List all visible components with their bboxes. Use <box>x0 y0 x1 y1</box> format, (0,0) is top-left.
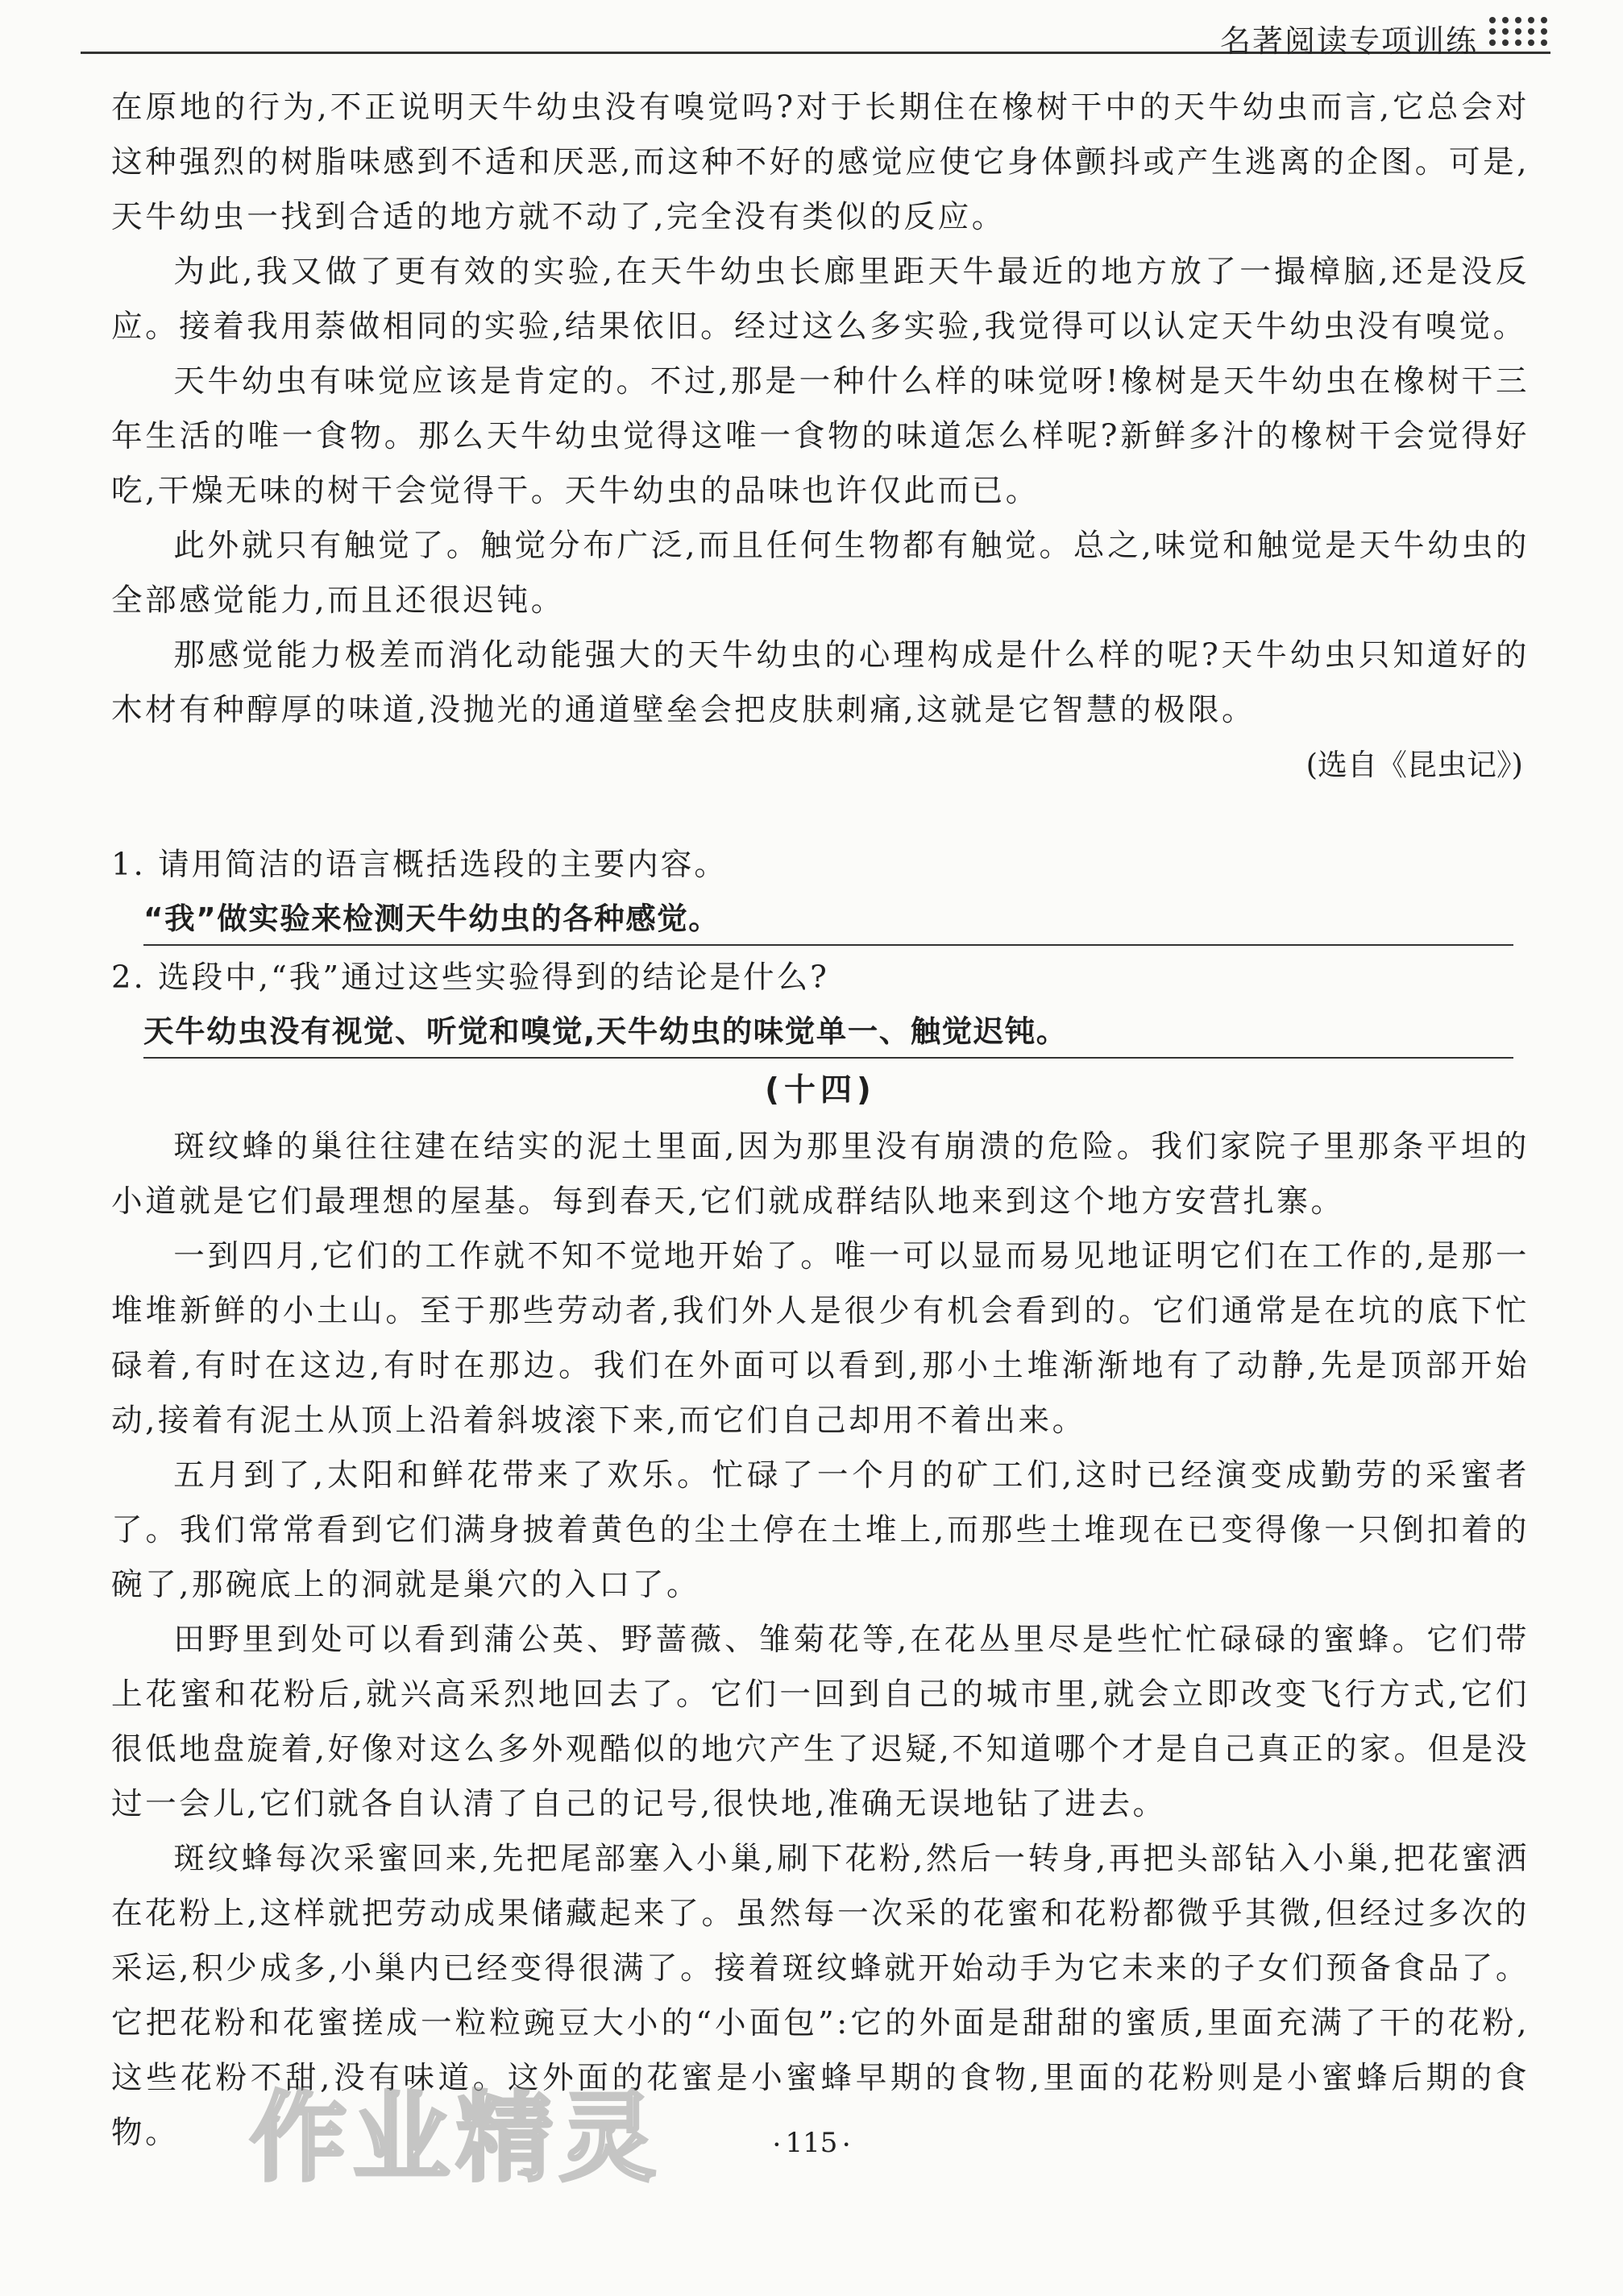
questions-section <box>111 838 1521 1059</box>
passage-continuation <box>111 81 1530 793</box>
source-citation: (选自《昆虫记》) <box>1305 748 1523 782</box>
paragraph: 天牛幼虫有味觉应该是肯定的。不过,那是一种什么样的味觉呀!橡树是天牛幼虫在橡树干三年生活的唯一食物。那么天牛幼虫觉得这唯一食物的味道怎么样呢?新鲜多汁的橡树干会觉得好吃,干燥无味的树干会觉得干。天牛幼虫的品味也许仅此而已。 <box>111 363 1530 509</box>
section-14 <box>111 1062 1530 2161</box>
question-1: 1. 请用简洁的语言概括选段的主要内容。 <box>111 847 728 883</box>
header-dots-icon <box>1486 15 1550 48</box>
section-title: (十四) <box>765 1072 876 1109</box>
paragraph: 那感觉能力极差而消化动能强大的天牛幼虫的心理构成是什么样的呢?天牛幼虫只知道好的木材有种醇厚的味道,没抛光的通道壁垒会把皮肤刺痛,这就是它智慧的极限。 <box>111 637 1530 728</box>
page-header <box>81 11 1550 59</box>
paragraph: 五月到了,太阳和鲜花带来了欢乐。忙碌了一个月的矿工们,这时已经演变成勤劳的采蜜者了。我们常常看到它们满身披着黄色的尘土停在土堆上,而那些土堆现在已变得像一只倒扣着的碗了,那碗底上的洞就是巢穴的入口了。 <box>111 1457 1530 1603</box>
watermark-text: 作业精灵 <box>250 2083 662 2194</box>
header-title: 名著阅读专项训练 <box>1219 23 1478 59</box>
answer-1: “我”做实验来检测天牛幼虫的各种感觉。 <box>143 893 1513 946</box>
question-2: 2. 选段中,“我”通过这些实验得到的结论是什么? <box>111 959 829 996</box>
answer-2: 天牛幼虫没有视觉、听觉和嗅觉,天牛幼虫的味觉单一、触觉迟钝。 <box>143 1005 1513 1059</box>
paragraph: 一到四月,它们的工作就不知不觉地开始了。唯一可以显而易见地证明它们在工作的,是那一堆堆新鲜的小土山。至于那些劳动者,我们外人是很少有机会看到的。它们通常是在坑的底下忙碌着,有时在这边,有时在那边。我们在外面可以看到,那小土堆渐渐地有了动静,先是顶部开始动,接着有泥土从顶上沿着斜坡滚下来,而它们自己却用不着出来。 <box>111 1238 1530 1439</box>
paragraph: 此外就只有触觉了。触觉分布广泛,而且任何生物都有触觉。总之,味觉和触觉是天牛幼虫的全部感觉能力,而且还很迟钝。 <box>111 528 1530 619</box>
paragraph: 为此,我又做了更有效的实验,在天牛幼虫长廊里距天牛最近的地方放了一撮樟脑,还是没反应。接着我用萘做相同的实验,结果依旧。经过这么多实验,我觉得可以认定天牛幼虫没有嗅觉。 <box>111 254 1530 345</box>
paragraph: 斑纹蜂每次采蜜回来,先把尾部塞入小巢,刷下花粉,然后一转身,再把头部钻入小巢,把花蜜洒在花粉上,这样就把劳动成果储藏起来了。虽然每一次采的花蜜和花粉都微乎其微,但经过多次的采运,积少成多,小巢内已经变得很满了。接着斑纹蜂就开始动手为它未来的子女们预备食品了。它把花粉和花蜜搓成一粒粒豌豆大小的“小面包”:它的外面是甜甜的蜜质,里面充满了干的花粉,这些花粉不甜,没有味道。这外面的花蜜是小蜜蜂早期的食物,里面的花粉则是小蜜蜂后期的食物。 <box>111 1841 1530 2151</box>
paragraph: 田野里到处可以看到蒲公英、野蔷薇、雏菊花等,在花丛里尽是些忙忙碌碌的蜜蜂。它们带上花蜜和花粉后,就兴高采烈地回去了。它们一回到自己的城市里,就会立即改变飞行方式,它们很低地盘旋着,好像对这么多外观酷似的地穴产生了迟疑,不知道哪个才是自己真正的家。但是没过一会儿,它们就各自认清了自己的记号,很快地,准确无误地钻了进去。 <box>111 1622 1530 1822</box>
paragraph: 在原地的行为,不正说明天牛幼虫没有嗅觉吗?对于长期住在橡树干中的天牛幼虫而言,它总会对这种强烈的树脂味感到不适和厌恶,而这种不好的感觉应使它身体颤抖或产生逃离的企图。可是,天牛幼虫一找到合适的地方就不动了,完全没有类似的反应。 <box>111 89 1530 235</box>
paragraph: 斑纹蜂的巢往往建在结实的泥土里面,因为那里没有崩溃的危险。我们家院子里那条平坦的小道就是它们最理想的屋基。每到春天,它们就成群结队地来到这个地方安营扎寨。 <box>111 1129 1530 1220</box>
page-number: • 115 • <box>0 2127 1623 2159</box>
